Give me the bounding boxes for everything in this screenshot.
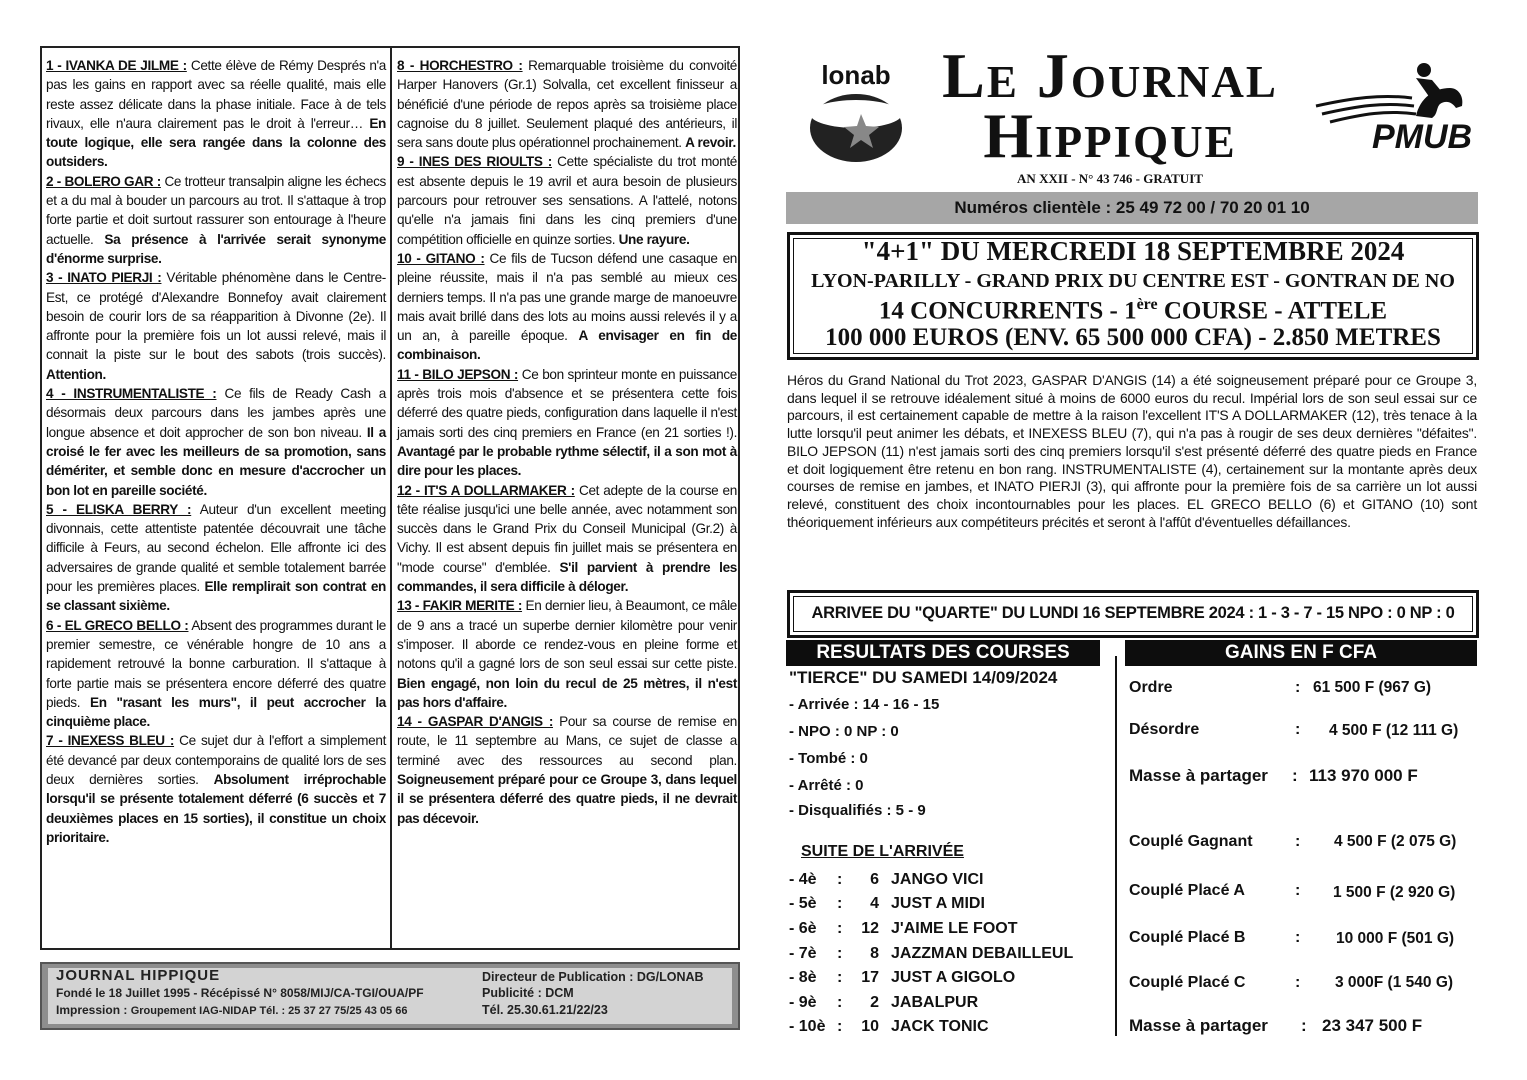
tierce-title: "TIERCE" DU SAMEDI 14/09/2024 [789,668,1058,687]
horse-entry-10: 10 - GITANO : Ce fils de Tucson défend une casaque en pleine réussite, mais il n'a pas semblé au mieux ces derniers temps. Il n'a pas une grande marge de manoeuvre mais avait brillé dans des lots au moins aussi relevés il y a un an, à pareille époque. A envisager en fin de combinaison. [397,250,737,363]
suite-row: - 4è : 6 JANGO VICI [789,871,984,888]
column-divider [390,48,392,948]
imprint-phone: Tél. 25.30.61.21/22/23 [482,1003,608,1017]
imprint-director: Directeur de Publication : DG/LONAB [482,970,704,984]
horse-entry-2: 2 - BOLERO GAR : Ce trotteur transalpin aligne les échecs et a du mal à bouder un parcours au trot. Il s'attaque à trop forte partie et doit surtout rassurer son entourage à l'heure actuelle. Sa présence à l'arrivée serait synonyme d'énorme surprise. [46,173,386,266]
pmub-logo-text: PMUB [1371,118,1473,154]
suite-row: - 8è : 17 JUST A GIGOLO [789,969,1016,986]
gains-heading: GAINS EN F CFA [1125,640,1477,666]
gain-colon: : [1295,974,1301,991]
horse-entry-7: 7 - INEXESS BLEU : Ce sujet dur à l'effort a simplement été devancé par deux contemporains de qualité lors de ses deux dernières sorties. Absolument irréprochable lorsqu'il se présente totalement déferré (6 succès et 7 deuxièmes places en 15 sorties), il constitue un choix prioritaire. [46,733,386,845]
tierce-disqualified: - Disqualifiés : 5 - 9 [789,802,926,819]
horse-entry-14: 14 - GASPAR D'ANGIS : Pour sa course de remise en route, le 11 septembre au Mans, ce sujet de classe a terminé avec des ressources au second plan. Soigneusement préparé pour ce Groupe 3, dans lequel il se présentera déferré des quatre pieds, il ne devrait pas décevoir. [397,714,737,826]
edition-number: AN XXII - N° 43 746 - GRATUIT [1017,171,1203,186]
gain-colon: : [1295,721,1301,738]
gain-colon: : [1295,679,1301,696]
commentary-column-1 [46,56,386,847]
race-prize: 100 000 EUROS (ENV. 65 500 000 CFA) - 2.850 METRES [825,324,1441,351]
masthead-line-1: Le Journal [942,40,1278,111]
horse-entry-5: 5 - ELISKA BERRY : Auteur d'un excellent meeting divonnais, cette attentiste patentée découvrait une tâche difficile à Feurs, au second échelon. Elle affronte ici des adversaires de grande qualité et semble totalement barrée pour les premières places. Elle remplirait son contrat en se classant sixième. [46,501,386,614]
gain-label-masse-1: Masse à partager [1129,766,1268,785]
masthead-line-2: Hippique [983,100,1237,171]
gain-label-couple-place-b: Couplé Placé B [1129,929,1246,946]
tierce-tombe: - Tombé : 0 [789,750,868,767]
commentary-column-2 [397,56,737,828]
race-venue: LYON-PARILLY - GRAND PRIX DU CENTRE EST - GONTRAN DE NO [811,270,1455,292]
gain-value-couple-place-c: 3 000F (1 540 G) [1335,974,1454,991]
clientele-numbers: Numéros clientèle : 25 49 72 00 / 70 20 01 10 [954,198,1310,217]
horse-entry-8: 8 - HORCHESTRO : Remarquable troisième du convoité Harper Hanovers (Gr.1) Solvalla, cet excellent finisseur a bénéficié d'une période de repos après sa troisième place cagnoise du 8 juillet. Seulement plaqué des antérieurs, il sera sans doute plus opérationnel prochainement. A revoir. [397,58,737,151]
horse-entry-9: 9 - INES DES RIOULTS : Cette spécialiste du trot monté est absente depuis le 19 avril et aura besoin de plusieurs parcours pour retrouver ses sensations. A l'attelé, notons qu'elle n'a jamais fini dans les cinq premiers d'une compétition officielle en quinze sorties. Une rayure. [397,154,737,247]
gain-label-couple-gagnant: Couplé Gagnant [1129,833,1253,850]
results-heading: RESULTATS DES COURSES [786,640,1100,666]
gain-value-masse-2: 23 347 500 F [1322,1016,1423,1035]
tierce-npo: - NPO : 0 NP : 0 [789,723,899,740]
suite-row: - 10è : 10 JACK TONIC [789,1018,989,1035]
gain-colon: : [1295,833,1301,850]
gain-label-couple-place-a: Couplé Placé A [1129,882,1245,899]
lonab-logo [806,54,906,164]
gain-label-couple-place-c: Couplé Placé C [1129,974,1246,991]
gain-value-couple-place-b: 10 000 F (501 G) [1336,930,1455,947]
suite-row: - 7è : 8 JAZZMAN DEBAILLEUL [789,945,1074,962]
gain-value-couple-place-a: 1 500 F (2 920 G) [1333,884,1456,901]
suite-arrivee-title: SUITE DE L'ARRIVÉE [801,843,964,860]
gain-colon: : [1301,1016,1307,1035]
horse-entry-12: 12 - IT'S A DOLLARMAKER : Cet adepte de la course en tête réalise jusqu'ici une belle année, avec notamment son succès dans le Grand Prix du Conseil Municipal (Gr.2) à Vichy. Il est absent depuis fin juillet mais se présentera en "mode course" d'emblée. S'il parvient à prendre les commandes, il sera difficile à déloger. [397,482,738,595]
suite-row: - 9è : 2 JABALPUR [789,994,979,1011]
gain-colon: : [1295,882,1301,899]
gain-label-masse-2: Masse à partager [1129,1016,1268,1035]
imprint-founded: Fondé le 18 Juillet 1995 - Récépissé N° 8058/MIJ/CA-TGI/OUA/PF [56,986,424,1000]
gain-value-masse-1: 113 970 000 F [1309,766,1418,785]
horse-entry-3: 3 - INATO PIERJI : Véritable phénomène dans le Centre-Est, ce protégé d'Alexandre Bonnefoy avait clairement besoin de courir lors de sa réapparition à Divonne (2e). Il affronte pour la première fois un lot aussi relevé, mais il connait la piste sur le bout des sabots (trois succès). Attention. [46,270,386,382]
gain-label-ordre: Ordre [1129,679,1173,696]
horse-entry-4: 4 - INSTRUMENTALISTE : Ce fils de Ready Cash a désormais deux parcours dans les jambes après une longue absence et doit approcher de son bon niveau. Il a croisé le fer avec les meilleurs de sa promotion, sans démériter, et semble donc en mesure d'accrocher un bon lot en pareille société. [46,386,386,498]
pmub-logo [1312,58,1478,154]
gain-value-couple-gagnant: 4 500 F (2 075 G) [1334,833,1457,850]
quarte-result: ARRIVEE DU "QUARTE" DU LUNDI 16 SEPTEMBRE 2024 : 1 - 3 - 7 - 15 NPO : 0 NP : 0 [811,604,1455,622]
horse-entry-1: 1 - IVANKA DE JILME : Cette élève de Rémy Després n'a pas les gains en rapport avec sa réelle qualité, mais elle reste assez délicate dans la phase initiale. Face à de tels rivaux, elle n'aura clairement pas le droit à l'erreur… En toute logique, elle sera rangée dans la colonne des outsiders. [46,58,386,170]
tierce-arrete: - Arrêté : 0 [789,777,864,794]
imprint-advertising: Publicité : DCM [482,986,574,1000]
horse-entry-13: 13 - FAKIR MERITE : En dernier lieu, à Beaumont, ce mâle de 9 ans a tracé un superbe dernier kilomètre pour venir s'imposer. Il aborde ce rendez-vous en pleine forme et notons qu'il a gagné lors de son seul essai sur cette piste. Bien engagé, non loin du recul de 25 mètres, il n'est pas hors d'affaire. [397,598,737,710]
gain-colon: : [1295,929,1301,946]
horse-entry-11: 11 - BILO JEPSON : Ce bon sprinteur monte en puissance après trois mois d'absence et se présentera cette fois déferré des quatre pieds, configuration dans laquelle il n'est jamais sorti des cinq premiers en France (en 21 sorties !). Avantagé par le probable rythme sélectif, il a son mot à dire pour les places. [397,366,737,479]
race-preview-text: Héros du Grand National du Trot 2023, GASPAR D'ANGIS (14) a été soigneusement préparé pour ce Groupe 3, dans lequel il se retrouve idéalement situé à moins de 6000 euros du recul. Impérial lors de son seul essai sur ce parcours, il est certainement capable de mettre à la raison l'excellent IT'S A DOLLARMAKER (12), très tenace à la lutte lorsqu'il peut animer les débats, et INEXESS BLEU (7), qui n'a pas à rougir de ses deux dernières "défaites". BILO JEPSON (11) n'est jamais sorti des cinq premiers lorsqu'il s'est présenté déferré des quatre pieds en France et doit logiquement être retenu en bon rang. INSTRUMENTALISTE (4), certainement sur la montante après deux courses de remise en jambes, et INATO PIERJI (3), qui affronte pour la première fois de sa carrière un lot aussi relevé, constituent des choix incontournables pour les places. EL GRECO BELLO (6) et GITANO (10) sont théoriquement inférieurs aux compétiteurs précités et seront à l'affût d'éventuelles défaillances. [787,372,1477,530]
race-date: "4+1" DU MERCREDI 18 SEPTEMBRE 2024 [861,236,1405,266]
gain-label-desordre: Désordre [1129,721,1200,738]
suite-row: - 6è : 12 J'AIME LE FOOT [789,920,1018,937]
suite-row: - 5è : 4 JUST A MIDI [789,895,985,912]
gain-value-ordre: 61 500 F (967 G) [1313,679,1432,696]
lonab-logo-text: lonab [821,60,891,90]
race-field: 14 CONCURRENTS - 1ère COURSE - ATTELE [878,296,1388,325]
imprint-title: JOURNAL HIPPIQUE [56,967,221,984]
gain-value-desordre: 4 500 F (12 111 G) [1329,722,1459,739]
imprint-printing: Impression : Groupement IAG-NIDAP Tél. : 25 37 27 75/25 43 05 66 [56,1003,408,1017]
tierce-arrivee: - Arrivée : 14 - 16 - 15 [789,696,940,713]
horse-entry-6: 6 - EL GRECO BELLO : Absent des programmes durant le premier semestre, ce vénérable hongre de 10 ans a rapidement retrouvé la bonne carburation. Il s'attaque à forte partie mais se présentera encore déferré des quatre pieds. En "rasant les murs", il peut accrocher la cinquième place. [46,617,386,730]
results-divider [1115,656,1117,1036]
gain-colon: : [1292,766,1298,785]
